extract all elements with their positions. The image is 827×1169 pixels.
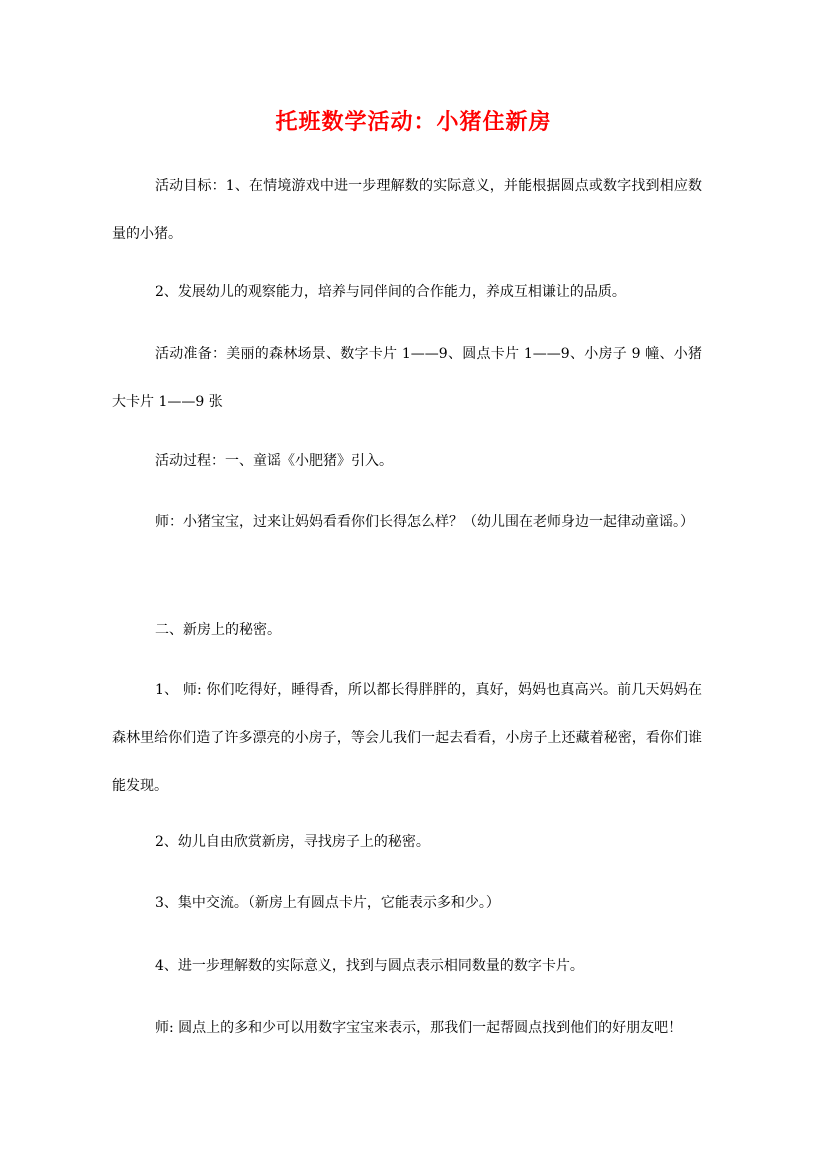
- paragraph-teacher-intro: 师：小猪宝宝，过来让妈妈看看你们长得怎么样？（幼儿围在老师身边一起律动童谣。）: [155, 514, 694, 530]
- paragraph-activity-process: 活动过程：一、童谣《小肥猪》引入。: [155, 453, 393, 469]
- paragraph-activity-goals: 活动目标：1、在情境游戏中进一步理解数的实际意义，并能根据圆点或数字找到相应数量的小猪。: [112, 178, 702, 242]
- paragraph-activity-preparation: 活动准备：美丽的森林场景、数字卡片 1——9、圆点卡片 1——9、小房子 9 幢、小猪大卡片 1——9 张: [112, 346, 702, 410]
- paragraph-step-two: 2、幼儿自由欣赏新房，寻找房子上的秘密。: [155, 834, 430, 850]
- paragraph-step-four: 4、进一步理解数的实际意义，找到与圆点表示相同数量的数字卡片。: [155, 958, 584, 974]
- paragraph-step-three: 3、集中交流。（新房上有圆点卡片，它能表示多和少。）: [155, 895, 500, 911]
- paragraph-teacher-closing: 师: 圆点上的多和少可以用数字宝宝来表示，那我们一起帮圆点找到他们的好朋友吧！: [155, 1020, 683, 1036]
- paragraph-step-one: 1、 师: 你们吃得好，睡得香，所以都长得胖胖的，真好，妈妈也真高兴。前几天妈妈在森林里给你们造了许多漂亮的小房子，等会儿我们一起去看看，小房子上还藏着秘密，看你们谁能发现。: [112, 682, 702, 794]
- document-title: 托班数学活动：小猪住新房: [275, 109, 552, 135]
- paragraph-section-two: 二、新房上的秘密。: [155, 622, 281, 638]
- paragraph-goal-two: 2、发展幼儿的观察能力，培养与同伴间的合作能力，养成互相谦让的品质。: [155, 284, 626, 300]
